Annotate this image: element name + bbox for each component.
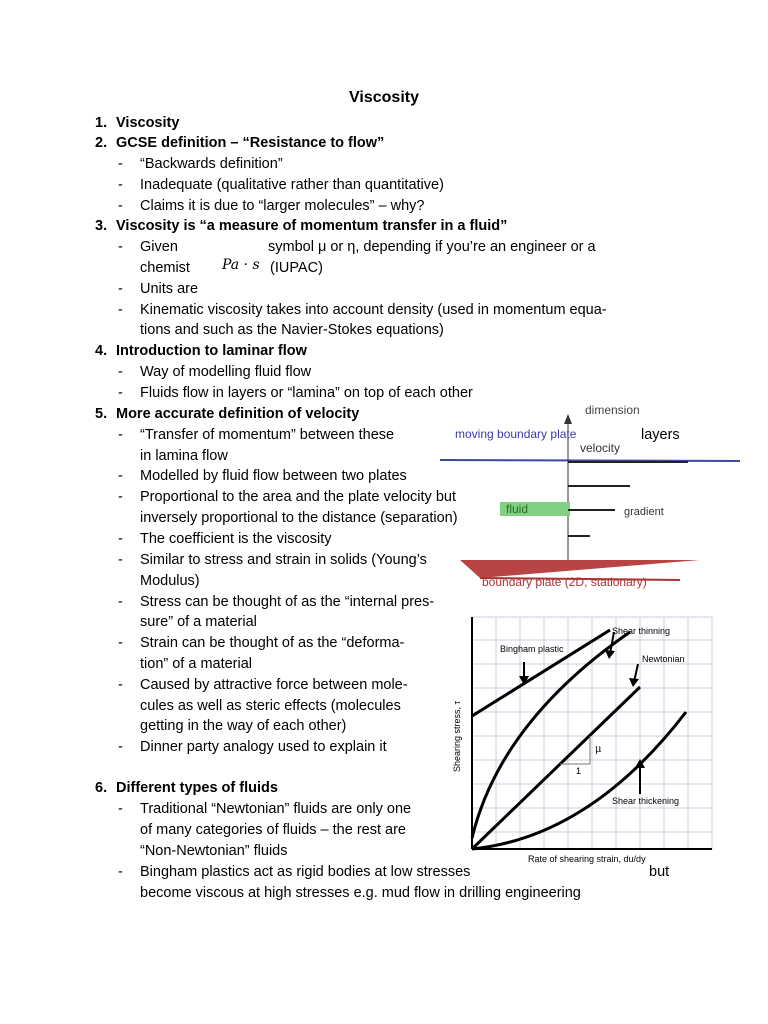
list-item: The coefficient is the viscosity (140, 531, 332, 547)
plate-top-line (440, 460, 740, 461)
fluid-label: fluid (506, 502, 529, 516)
list-item: Modulus) (140, 573, 200, 589)
legend-shear-thinning: Shear thinning (612, 626, 671, 636)
legend-shear-thickening: Shear thickening (612, 796, 680, 806)
plate-flow-diagram (440, 400, 740, 592)
section-3-heading: Viscosity is “a measure of momentum transfer in a fluid” (116, 218, 508, 234)
list-item: sure” of a material (140, 614, 257, 630)
bullet-dash: - (118, 635, 123, 651)
bottom-plate-label: boundary plate (2D, stationary) (482, 575, 647, 589)
list-item: Inadequate (qualitative rather than quantitative) (140, 177, 444, 193)
bullet-dash: - (118, 531, 123, 547)
bullet-dash: - (118, 552, 123, 568)
list-item: Way of modelling fluid flow (140, 364, 312, 380)
list-item: chemist (140, 260, 190, 276)
run-label: 1 (576, 766, 582, 776)
y-axis-arrow (564, 414, 572, 424)
but-word: but (649, 864, 670, 880)
bullet-dash: - (118, 468, 123, 484)
section-4-heading: Introduction to laminar flow (116, 343, 307, 359)
bullet-dash: - (118, 864, 123, 880)
x-axis-label: Rate of shearing strain, du/dy (528, 854, 646, 864)
list-item: symbol μ or η, depending if you’re an engineer or a (268, 239, 596, 255)
list-item: in lamina flow (140, 448, 228, 464)
legend-bingham-plastic: Bingham plastic (500, 644, 564, 654)
list-item: Units are (140, 281, 199, 297)
bullet-dash: - (118, 594, 123, 610)
bullet-dash: - (118, 427, 123, 443)
list-item: “Backwards definition” (140, 156, 283, 172)
list-item: tion” of a material (140, 656, 253, 672)
legend-newtonian: Newtonian (642, 654, 685, 664)
bullet-dash: - (118, 677, 123, 693)
section-5-number: 5. (95, 406, 108, 422)
list-item: inversely proportional to the distance (separation) (140, 510, 458, 526)
list-item: Given (140, 239, 178, 255)
units-formula: Pa · s (222, 257, 260, 273)
list-item: Stress can be thought of as the “internal pres- (140, 594, 435, 610)
list-item: (IUPAC) (270, 260, 323, 276)
list-item: of many categories of fluids – the rest are (140, 822, 406, 838)
list-item: become viscous at high stresses e.g. mud flow in drilling engineering (140, 885, 581, 901)
section-1-number: 1. (95, 115, 108, 131)
page-title: Viscosity (349, 89, 419, 106)
bullet-dash: - (118, 281, 123, 297)
bullet-dash: - (118, 801, 123, 817)
section-1-heading: Viscosity (116, 115, 180, 131)
bullet-dash: - (118, 489, 123, 505)
list-item: Kinematic viscosity takes into account density (used in momentum equa- (140, 302, 607, 318)
list-item: “Transfer of momentum” between these (140, 427, 395, 443)
bullet-dash: - (118, 177, 123, 193)
section-4-number: 4. (95, 343, 108, 359)
bullet-dash: - (118, 364, 123, 380)
list-item: cules as well as steric effects (molecules (140, 698, 401, 714)
list-item: Caused by attractive force between mole- (140, 677, 408, 693)
list-item: Bingham plastics act as rigid bodies at low stresses (140, 864, 471, 880)
gradient-label: gradient (624, 506, 664, 518)
section-2-heading: GCSE definition – “Resistance to flow” (116, 135, 385, 151)
bullet-dash: - (118, 239, 123, 255)
bullet-dash: - (118, 739, 123, 755)
bullet-dash: - (118, 198, 123, 214)
bullet-dash: - (118, 156, 123, 172)
section-2-number: 2. (95, 135, 108, 151)
list-item: Modelled by fluid flow between two plates (140, 468, 407, 484)
bullet-dash: - (118, 385, 123, 401)
bullet-dash: - (118, 302, 123, 318)
y-axis-label: Shearing stress, τ (452, 700, 462, 772)
list-item: tions and such as the Navier-Stokes equations) (140, 322, 444, 338)
list-item: Fluids flow in layers or “lamina” on top of each other (140, 385, 473, 401)
list-item: Claims it is due to “larger molecules” – why? (140, 198, 425, 214)
rheology-chart (440, 612, 730, 874)
list-item: Strain can be thought of as the “deforma- (140, 635, 405, 651)
layers-word: layers (641, 427, 680, 443)
list-item: Similar to stress and strain in solids (Young’s (140, 552, 427, 568)
list-item: “Non-Newtonian” fluids (140, 843, 288, 859)
top-plate-label: moving boundary plate (455, 427, 577, 441)
section-5-heading: More accurate definition of velocity (116, 406, 360, 422)
list-item: Dinner party analogy used to explain it (140, 739, 387, 755)
list-item: getting in the way of each other) (140, 718, 347, 734)
section-6-heading: Different types of fluids (116, 780, 278, 796)
section-3-number: 3. (95, 218, 108, 234)
dimension-label: dimension (585, 403, 640, 417)
list-item: Traditional “Newtonian” fluids are only one (140, 801, 412, 817)
list-item: Proportional to the area and the plate velocity but (140, 489, 456, 505)
velocity-label: velocity (580, 441, 621, 455)
slope-label: μ (595, 744, 602, 755)
section-6-number: 6. (95, 780, 108, 796)
